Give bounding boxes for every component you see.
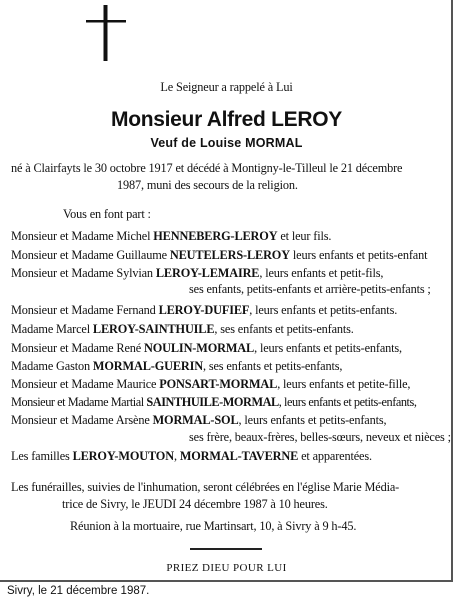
announcement-intro: Vous en font part : [63,207,151,221]
families-line: Les familles LEROY-MOUTON, MORMAL-TAVERNE et apparentées. [11,449,372,463]
divider [190,548,262,550]
family-name: SAINTHUILE-MORMAL [146,395,279,409]
family-name: LEROY-DUFIEF [158,303,250,317]
family-line: Madame Marcel LEROY-SAINTHUILE, ses enfants et petits-enfants. [11,322,354,336]
deceased-name: Monsieur Alfred LEROY [111,108,342,131]
birth-line-1: né à Clairfayts le 30 octobre 1917 et décédé à Montigny-le-Tilleul le 21 décembre [11,161,403,175]
birth-line-2: 1987, muni des secours de la religion. [117,178,298,192]
family-line: Monsieur et Madame René NOULIN-MORMAL, leurs enfants et petits-enfants, [11,341,402,355]
cross-icon [86,5,126,61]
family-name: LEROY-MOUTON [72,449,174,463]
family-line: Monsieur et Madame Fernand LEROY-DUFIEF, leurs enfants et petits-enfants. [11,303,398,317]
family-line: Monsieur et Madame Guillaume NEUTELERS-LEROY leurs enfants et petits-enfant [11,248,428,262]
intro-line: Le Seigneur a rappelé à Lui [160,80,293,94]
family-name: HENNEBERG-LEROY [153,229,278,243]
widower-line: Veuf de Louise MORMAL [150,136,303,150]
family-name: MORMAL-TAVERNE [179,449,299,463]
family-name: MORMAL-GUERIN [92,359,204,373]
meeting-line: Réunion à la mortuaire, rue Martinsart, 10, à Sivry à 9 h-45. [70,519,357,533]
family-line: ses enfants, petits-enfants et arrière-petits-enfants ; [189,282,431,296]
family-name: NEUTELERS-LEROY [169,248,290,262]
prayer-line: PRIEZ DIEU POUR LUI [166,562,287,574]
family-line: Monsieur et Madame Maurice PONSART-MORMAL, leurs enfants et petite-fille, [11,377,411,391]
family-name: MORMAL-SOL [152,413,239,427]
family-name: LEROY-LEMAIRE [155,266,260,280]
family-line: Madame Gaston MORMAL-GUERIN, ses enfants et petits-enfants, [11,359,343,373]
family-name: PONSART-MORMAL [159,377,278,391]
family-line: Monsieur et Madame Sylvian LEROY-LEMAIRE, leurs enfants et petit-fils, [11,266,384,280]
family-line: Monsieur et Madame Martial SAINTHUILE-MORMAL, leurs enfants et petits-enfants, [11,395,417,409]
funeral-line-1: Les funérailles, suivies de l'inhumation, seront célébrées en l'église Marie Média- [11,480,400,494]
family-name: NOULIN-MORMAL [144,341,255,355]
place-date-footer: Sivry, le 21 décembre 1987. [7,585,150,597]
family-line: Monsieur et Madame Arsène MORMAL-SOL, leurs enfants et petits-enfants, [11,413,387,427]
family-line: ses frère, beaux-frères, belles-sœurs, neveux et nièces ; [189,430,451,444]
funeral-line-2: trice de Sivry, le JEUDI 24 décembre 1987 à 10 heures. [62,497,328,511]
family-name: LEROY-SAINTHUILE [92,322,215,336]
family-line: Monsieur et Madame Michel HENNEBERG-LEROY et leur fils. [11,229,332,243]
